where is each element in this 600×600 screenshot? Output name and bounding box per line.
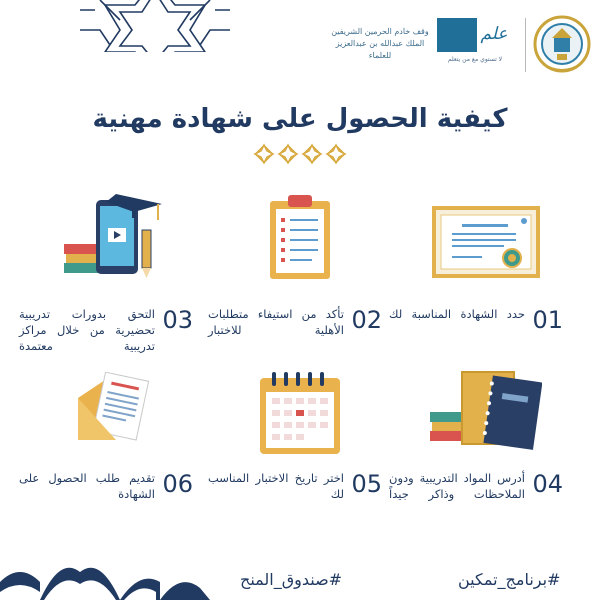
step-03 (18, 304, 193, 362)
brand-subtitle: لا تستوي مع من يتعلم (447, 56, 503, 63)
hashtag-tamkeen-program: #برنامج_تمكين (458, 570, 561, 589)
brand-mark: علم (480, 24, 508, 44)
step-text: التحق بدورات تدريبية تحضيرية من خلال مراكز تدريبية معتمدة (19, 307, 155, 353)
notebooks-icon (428, 368, 542, 452)
dome-decoration (0, 552, 210, 600)
step-04 (388, 468, 563, 526)
step-number: 02 (351, 306, 382, 334)
step-text: اختر تاريخ الاختبار المناسب لك (208, 471, 344, 501)
step-text: تقديم طلب الحصول على الشهادة (19, 471, 155, 501)
hashtag-grants-fund: #صندوق_المنح (240, 570, 343, 589)
step-number: 05 (351, 470, 382, 498)
step-text: أدرس المواد التدريبية ودون الملاحظات وذاكر جيداً (389, 471, 525, 501)
envelope-letter-icon (76, 368, 152, 450)
step-number: 03 (162, 306, 193, 334)
step-06 (18, 468, 193, 526)
step-number: 06 (162, 470, 193, 498)
certificate-icon (432, 206, 540, 278)
step-number: 04 (532, 470, 563, 498)
calendar-icon (258, 368, 342, 456)
checklist-clipboard-icon (268, 193, 332, 281)
page-title: كيفية الحصول على شهادة مهنية (92, 104, 508, 134)
step-02 (207, 304, 382, 362)
step-05 (207, 468, 382, 526)
university-logo (533, 12, 591, 78)
step-text: حدد الشهادة المناسبة لك (389, 307, 525, 321)
step-01 (388, 304, 563, 362)
step-number: 01 (532, 306, 563, 334)
online-course-icon (62, 190, 164, 282)
brand-logo-box (437, 18, 513, 68)
foundation-name: وقف خادم الحرمين الشريفين الملك عبدالله بن عبدالعزيز للعلماء (331, 27, 429, 60)
step-text: تأكد من استيفاء متطلبات الأهلية للاختبار (208, 307, 344, 337)
logo-divider (525, 18, 526, 72)
geometric-pattern-decoration (80, 0, 230, 52)
decorative-stars (253, 143, 347, 165)
